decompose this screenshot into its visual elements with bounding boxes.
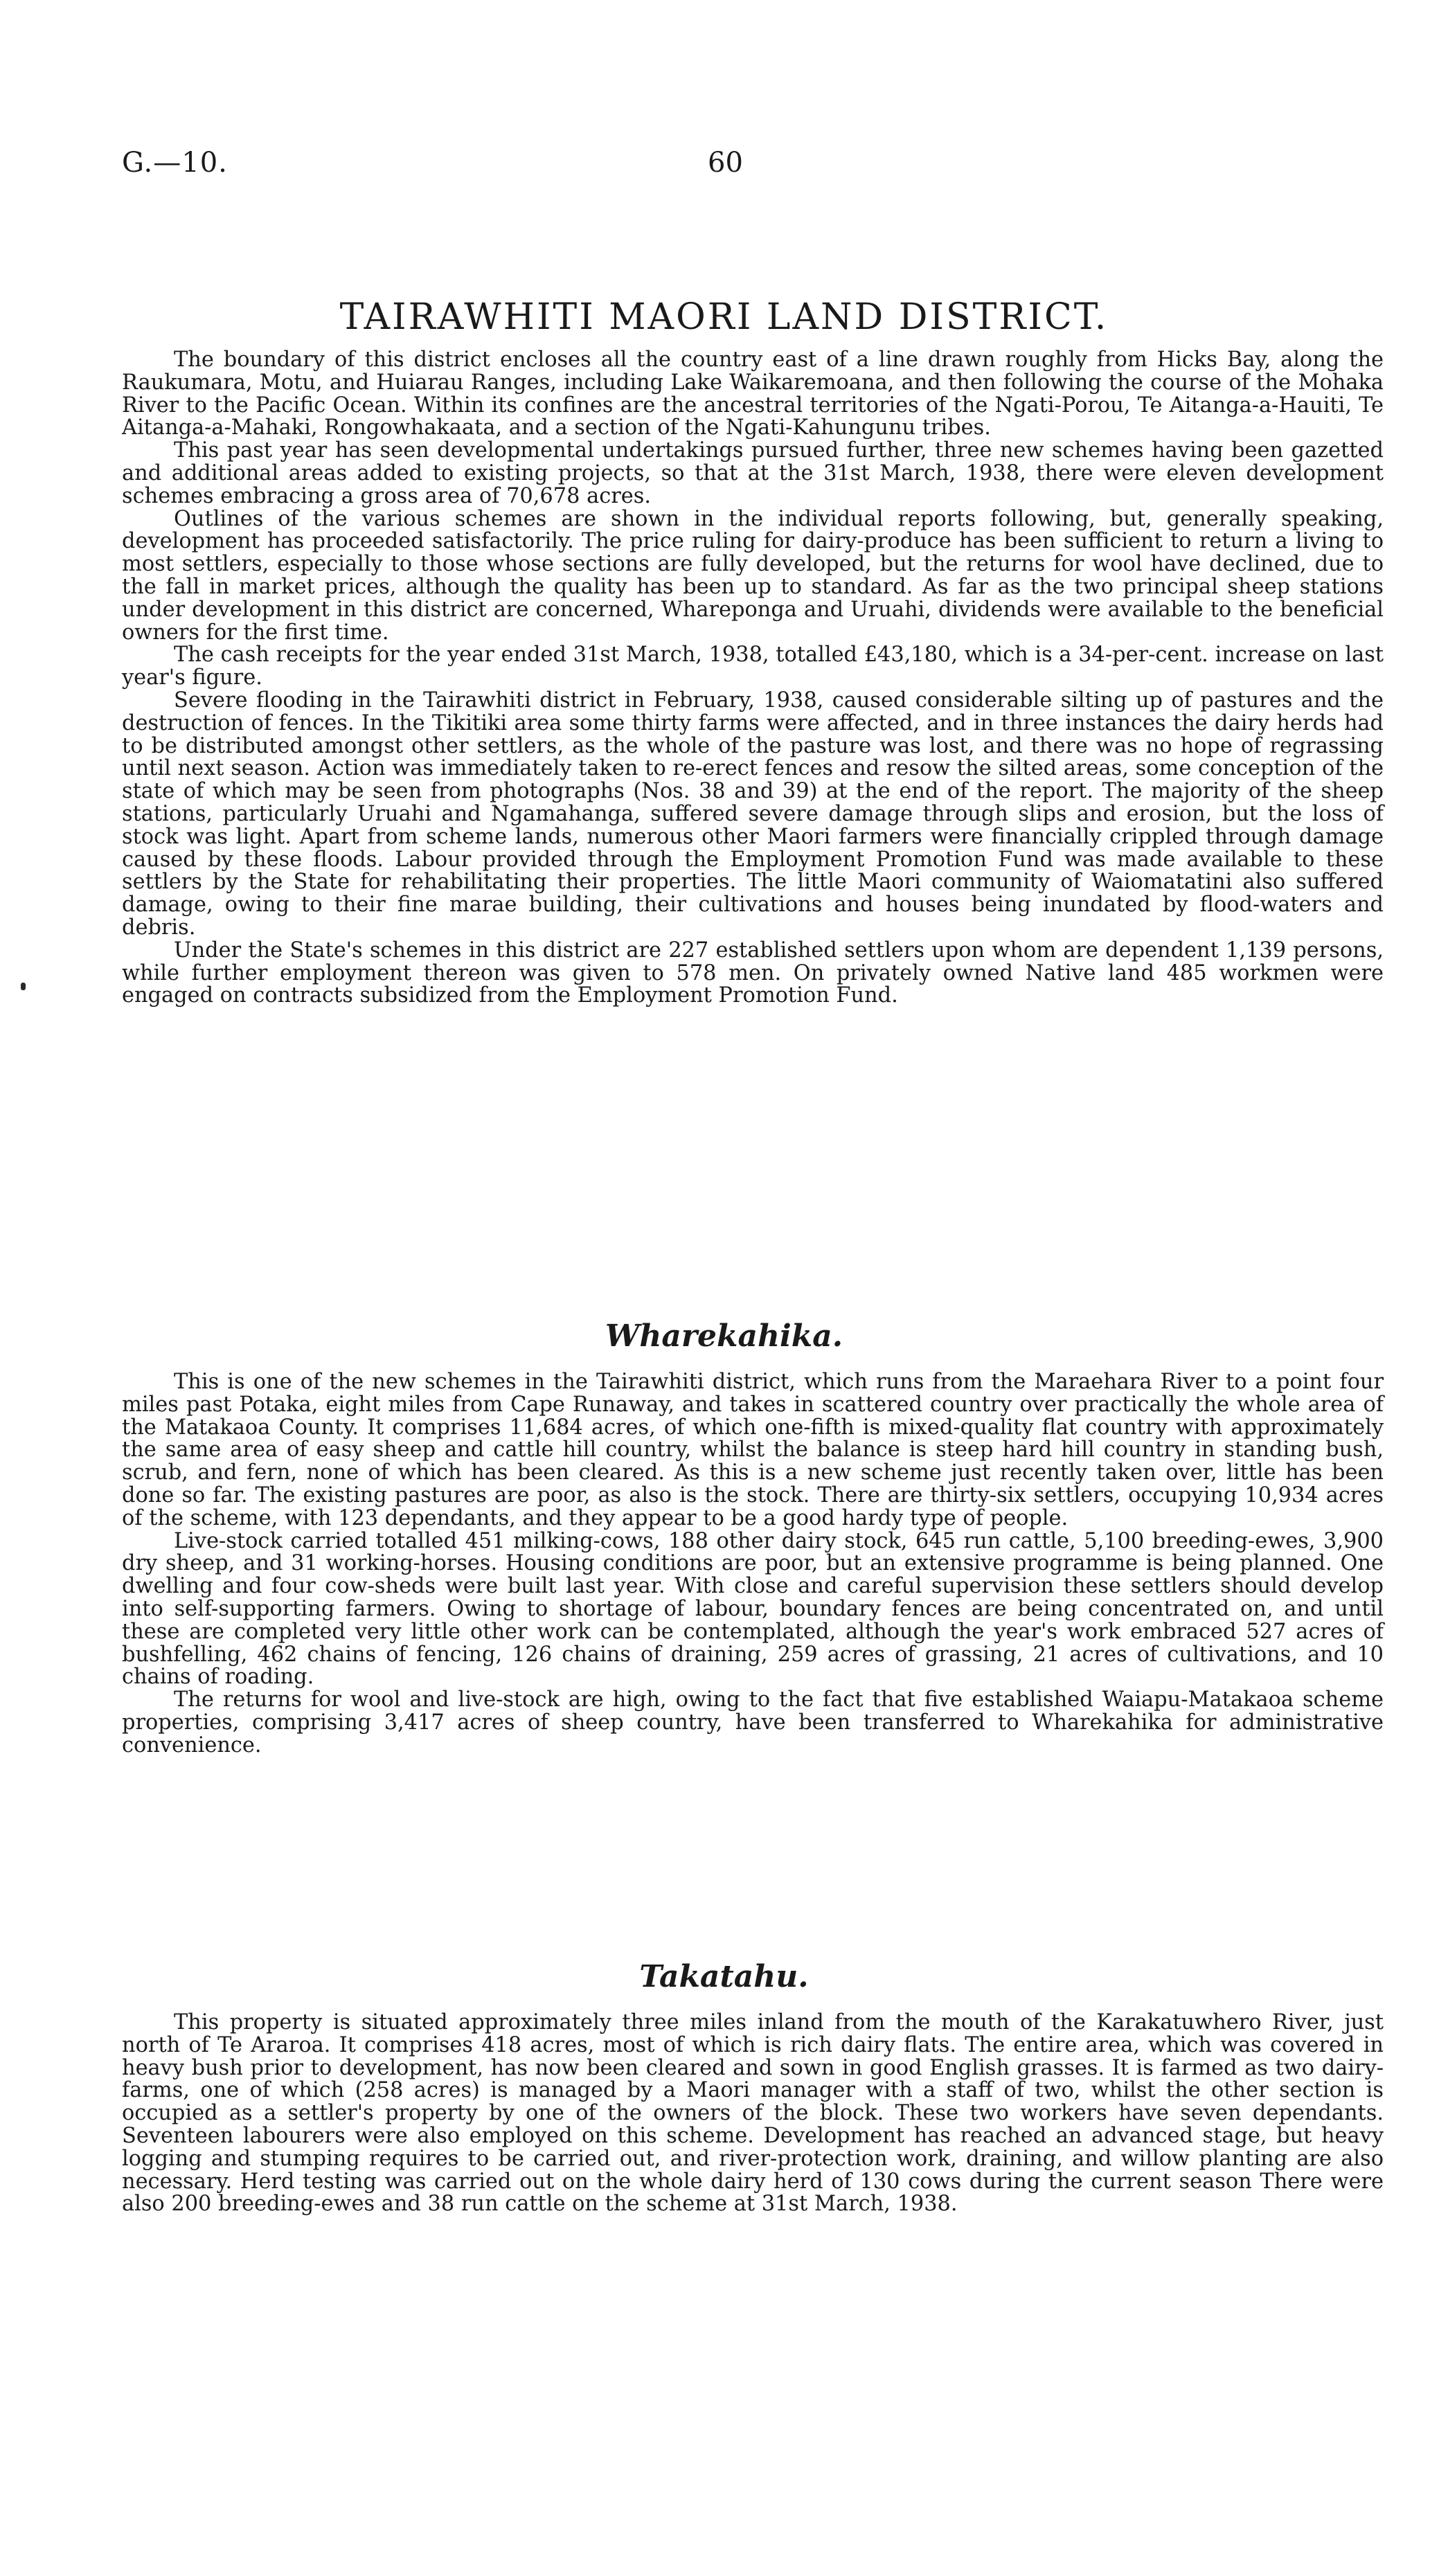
paragraph: The boundary of this district encloses all the country east of a line drawn roughly from Hicks Bay, along the Raukumara, Motu, and Huiarau Ranges, including Lake Waikaremoana, and then following the course of the Mohaka River to the Pacific Ocean. Within its confines are the ancestral territories of the Ngati-Porou, Te Aitanga-a-Hauiti, Te Aitanga-a-Mahaki, Rongowhakaata, and a section of the Ngati-Kahungunu tribes.	[122, 348, 1384, 440]
paragraph: This property is situated approximately three miles inland from the mouth of the Karakatuwhero River, just north of Te Araroa. It comprises 418 acres, most of which is rich dairy flats. The entire area, which was covered in heavy bush prior to development, has now been cleared and sown in good English grasses. It is farmed as two dairy-farms, one of which (258 acres) is managed by a Maori manager with a staff of two, whilst the other section is occupied as a settler's property by one of the owners of the block. These two workers have seven dependants. Seventeen labourers were also employed on this scheme. Development has reached an advanced stage, but heavy logging and stumping requires to be carried out, and river-protection work, draining, and willow planting are also necessary. Herd testing was carried out on the whole dairy herd of 130 cows during the current season There were also 200 breeding-ewes and 38 run cattle on the scheme at 31st March, 1938.	[122, 2010, 1384, 2217]
margin-mark	[21, 983, 26, 990]
document-reference: G.—10.	[122, 147, 228, 179]
paragraph: This past year has seen developmental undertakings pursued further, three new schemes having been gazetted and additional areas added to existing projects, so that at the 31st March, 1938, there were eleven development schemes embracing a gross area of 70,678 acres.	[122, 438, 1384, 508]
paragraph: The returns for wool and live-stock are high, owing to the fact that five established Waiapu-Matakaoa scheme properties, comprising 3,417 acres of sheep country, have been transferred to Wharekahika for administrative convenience.	[122, 1688, 1384, 1757]
page-title: TAIRAWHITI MAORI LAND DISTRICT.	[339, 296, 1109, 338]
wharekahika-section	[122, 1371, 1384, 1757]
paragraph: Severe flooding in the Tairawhiti district in February, 1938, caused considerable silting up of pastures and the destruction of fences. In the Tikitiki area some thirty farms were affected, and in three instances the dairy herds had to be distributed amongst other settlers, as the whole of the pasture was lost, and there was no hope of regrassing until next season. Action was immediately taken to re-erect fences and resow the silted areas, some conception of the state of which may be seen from photographs (Nos. 38 and 39) at the end of the report. The majority of the sheep stations, particularly Uruahi and Ngamahanga, suffered severe damage through slips and erosion, but the loss of stock was light. Apart from scheme lands, numerous other Maori farmers were financially crippled through damage caused by these floods. Labour provided through the Employment Promotion Fund was made available to these settlers by the State for rehabilitating their properties. The little Maori community of Waiomatatini also suffered damage, owing to their fine marae building, their cultivations and houses being inundated by flood-waters and debris.	[122, 688, 1384, 940]
paragraph: Under the State's schemes in this district are 227 established settlers upon whom are dependent 1,139 persons, while further employment thereon was given to 578 men. On privately owned Native land 485 workmen were engaged on contracts subsidized from the Employment Promotion Fund.	[122, 938, 1384, 1008]
paragraph: Live-stock carried totalled 451 milking-cows, 188 other dairy stock, 645 run cattle, 5,100 breeding-ewes, 3,900 dry sheep, and 31 working-horses. Housing conditions are poor, but an extensive programme is being planned. One dwelling and four cow-sheds were built last year. With close and careful supervision these settlers should develop into self-supporting farmers. Owing to shortage of labour, boundary fences are being concentrated on, and until these are completed very little other work can be contemplated, although the year's work embraced 527 acres of bushfelling, 462 chains of fencing, 126 chains of draining, 259 acres of grassing, 21 acres of cultivations, and 10 chains of roading.	[122, 1528, 1384, 1690]
paragraph: This is one of the new schemes in the Tairawhiti district, which runs from the Maraehara River to a point four miles past Potaka, eight miles from Cape Runaway, and takes in scattered country over practically the whole area of the Matakaoa County. It comprises 11,684 acres, of which one-fifth is mixed-quality flat country with approximately the same area of easy sheep and cattle hill country, whilst the balance is steep hard hill country in standing bush, scrub, and fern, none of which has been cleared. As this is a new scheme just recently taken over, little has been done so far. The existing pastures are poor, as also is the stock. There are thirty-six settlers, occupying 10,934 acres of the scheme, with 123 dependants, and they appear to be a good hardy type of people.	[122, 1370, 1384, 1530]
takatahu-section	[122, 2012, 1384, 2216]
section-heading-wharekahika: Wharekahika.	[605, 1318, 843, 1354]
paragraph: Outlines of the various schemes are shown in the individual reports following, but, generally speaking, development has proceeded satisfactorily. The price ruling for dairy-produce has been sufficient to return a living to most settlers, especially to those whose sections are fully developed, but the returns for wool have declined, due to the fall in market prices, although the quality has been up to standard. As far as the two principal sheep stations under development in this district are concerned, Whareponga and Uruahi, dividends were available to the beneficial owners for the first time.	[122, 506, 1384, 645]
section-heading-takatahu: Takatahu.	[639, 1959, 809, 1994]
paragraph: The cash receipts for the year ended 31st March, 1938, totalled £43,180, which is a 34-per-cent. increase on last year's figure.	[122, 643, 1384, 690]
page-number: 60	[708, 147, 743, 179]
district-intro-section	[122, 349, 1384, 1008]
